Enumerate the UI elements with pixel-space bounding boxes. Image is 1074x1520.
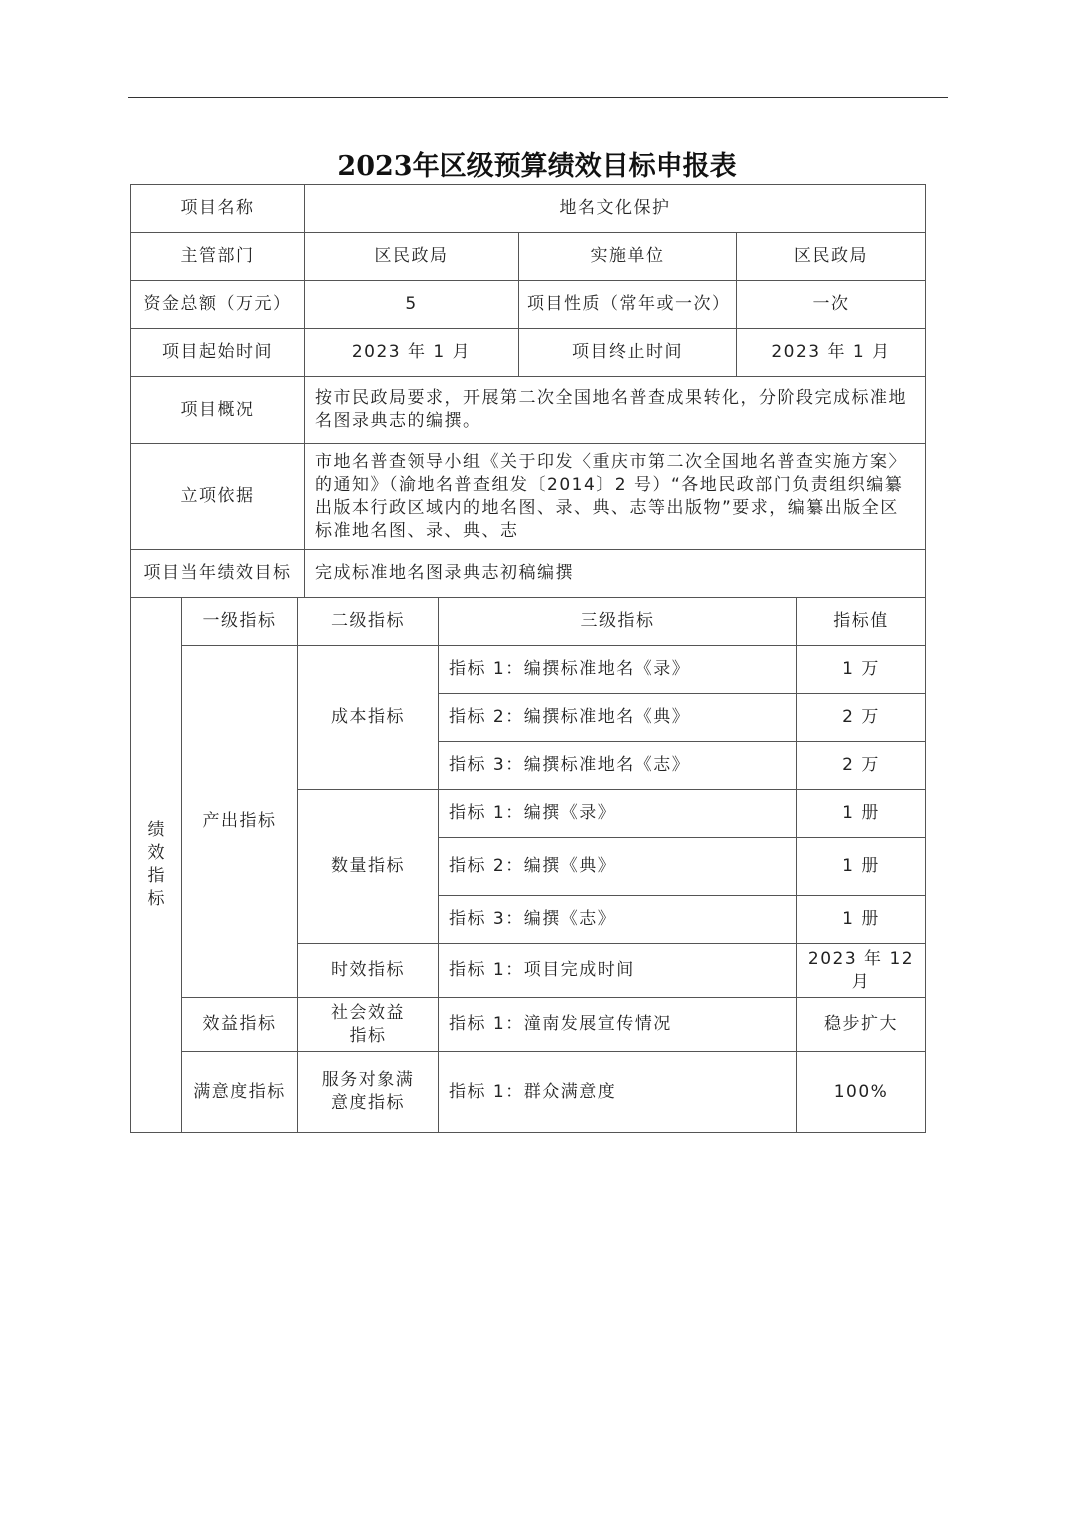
quantity-label: 数量指标 <box>298 790 439 944</box>
overview-value: 按市民政局要求，开展第二次全国地名普查成果转化，分阶段完成标准地名图录典志的编撰。 <box>305 377 926 444</box>
head-level2: 二级指标 <box>298 598 439 646</box>
goal-value: 完成标准地名图录典志初稿编撰 <box>305 550 926 598</box>
cost-value-2: 2 万 <box>797 694 926 742</box>
cost-value-1: 1 万 <box>797 646 926 694</box>
start-value: 2023 年 1 月 <box>305 329 519 377</box>
indicator-table <box>130 597 926 1133</box>
social-label: 社会效益指标 <box>298 998 439 1052</box>
indicators-side-label: 绩效指标 <box>131 598 182 1133</box>
quantity-value-2: 1 册 <box>797 838 926 896</box>
quantity-item-3: 指标 3：编撰《志》 <box>439 896 797 944</box>
project-name-label: 项目名称 <box>131 185 305 233</box>
quantity-value-1: 1 册 <box>797 790 926 838</box>
social-item: 指标 1：潼南发展宣传情况 <box>439 998 797 1052</box>
head-level1: 一级指标 <box>182 598 298 646</box>
timeliness-label: 时效指标 <box>298 944 439 998</box>
dept-value: 区民政局 <box>305 233 519 281</box>
head-value: 指标值 <box>797 598 926 646</box>
fund-value: 5 <box>305 281 519 329</box>
cost-label: 成本指标 <box>298 646 439 790</box>
impl-label: 实施单位 <box>519 233 737 281</box>
cost-item-2: 指标 2：编撰标准地名《典》 <box>439 694 797 742</box>
cost-item-3: 指标 3：编撰标准地名《志》 <box>439 742 797 790</box>
service-value: 100% <box>797 1052 926 1133</box>
start-label: 项目起始时间 <box>131 329 305 377</box>
overview-label: 项目概况 <box>131 377 305 444</box>
head-level3: 三级指标 <box>439 598 797 646</box>
output-label: 产出指标 <box>182 646 298 998</box>
nature-value: 一次 <box>737 281 926 329</box>
impl-value: 区民政局 <box>737 233 926 281</box>
project-name-value: 地名文化保护 <box>305 185 926 233</box>
page-title: 2023年区级预算绩效目标申报表 <box>337 151 737 182</box>
quantity-item-2: 指标 2：编撰《典》 <box>439 838 797 896</box>
cost-value-3: 2 万 <box>797 742 926 790</box>
basis-value: 市地名普查领导小组《关于印发〈重庆市第二次全国地名普查实施方案〉的通知》（渝地名普查组发〔2014〕2 号）“各地民政部门负责组织编纂出版本行政区域内的地名图、录、典、志等出版物”要求，编纂出版全区标准地名图、录、典、志 <box>305 444 926 550</box>
cost-item-1: 指标 1：编撰标准地名《录》 <box>439 646 797 694</box>
social-value: 稳步扩大 <box>797 998 926 1052</box>
basis-label: 立项依据 <box>131 444 305 550</box>
dept-label: 主管部门 <box>131 233 305 281</box>
budget-form <box>130 184 925 1133</box>
timeliness-value: 2023 年 12 月 <box>797 944 926 998</box>
benefit-label: 效益指标 <box>182 998 298 1052</box>
nature-label: 项目性质（常年或一次） <box>519 281 737 329</box>
fund-label: 资金总额（万元） <box>131 281 305 329</box>
service-item: 指标 1：群众满意度 <box>439 1052 797 1133</box>
end-value: 2023 年 1 月 <box>737 329 926 377</box>
goal-label: 项目当年绩效目标 <box>131 550 305 598</box>
quantity-value-3: 1 册 <box>797 896 926 944</box>
satisfaction-label: 满意度指标 <box>182 1052 298 1133</box>
header-rule <box>128 97 948 98</box>
quantity-item-1: 指标 1：编撰《录》 <box>439 790 797 838</box>
service-label: 服务对象满意度指标 <box>298 1052 439 1133</box>
timeliness-item: 指标 1：项目完成时间 <box>439 944 797 998</box>
end-label: 项目终止时间 <box>519 329 737 377</box>
basic-info-table <box>130 184 926 598</box>
